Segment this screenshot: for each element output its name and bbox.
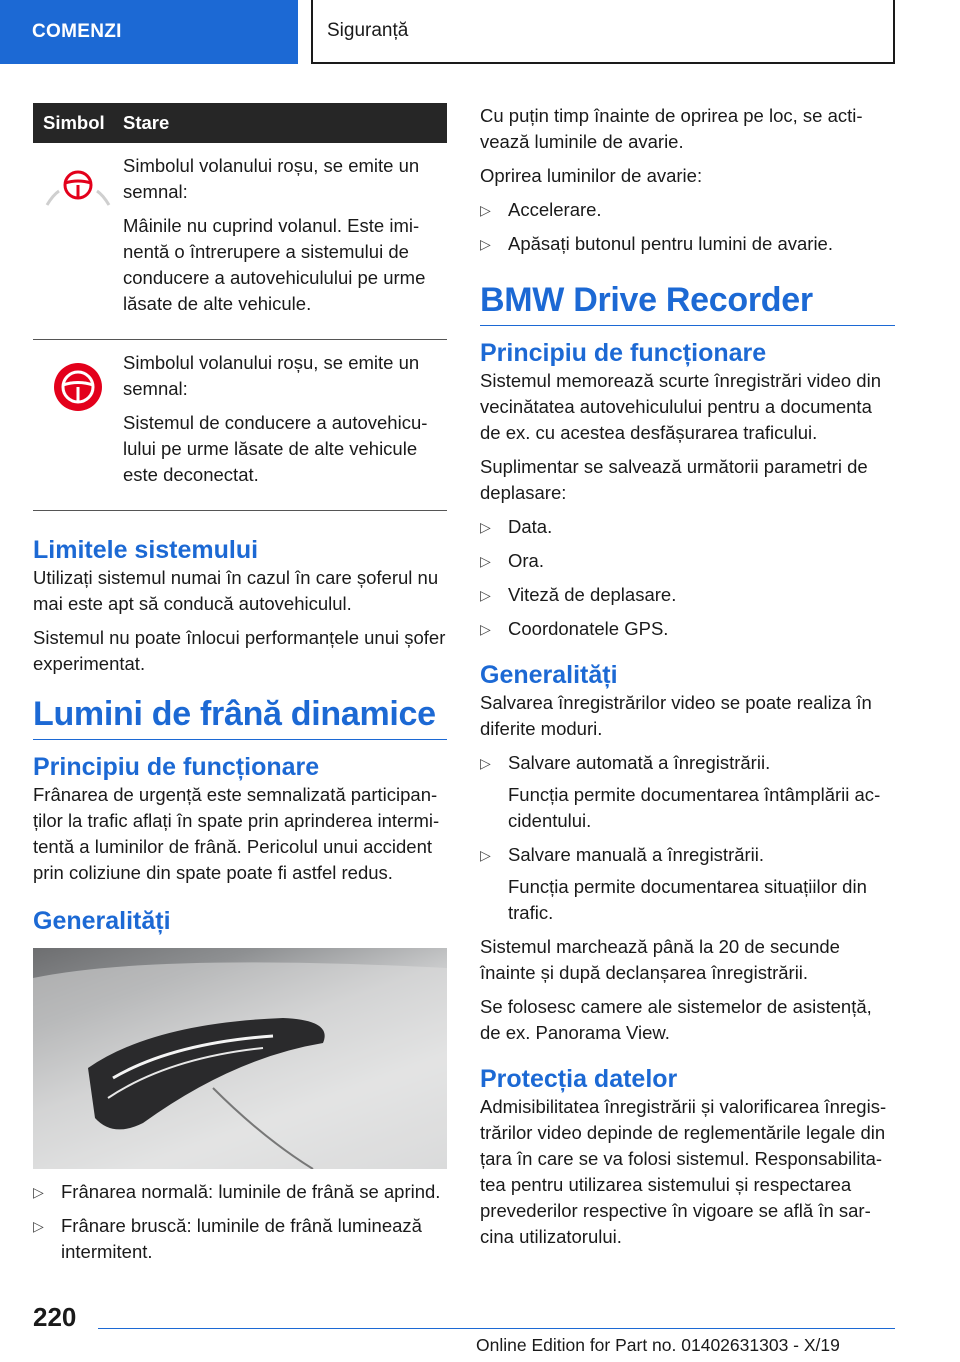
- brake-principle-heading: Principiu de funcționare: [33, 753, 320, 781]
- section-tab: COMENZI: [0, 0, 298, 64]
- list-item: ▷ Accelerare.: [480, 197, 895, 223]
- mode-description: Funcția permite documentarea întâmplării accidentului.: [508, 784, 881, 831]
- symbol-cell: [33, 340, 123, 511]
- state-line: Sistemul de conducere a autovehiculului pe urme lăsate de alte vehicule este deconectat.: [123, 412, 428, 485]
- edition-footer: Online Edition for Part no. 01402631303 - X/19: [476, 1335, 840, 1355]
- mode-description: Funcția permite documentarea situațiilor din trafic.: [508, 876, 867, 923]
- brake-bullet-list: [33, 1179, 447, 1265]
- symbol-table: [33, 103, 447, 511]
- list-item: ▷ Frânarea normală: luminile de frână se aprind.: [33, 1179, 447, 1205]
- symbol-column-header: Simbol: [33, 103, 123, 143]
- page-number: 220: [33, 1302, 77, 1332]
- recorder-paragraph: Suplimentar se salvează următorii parametri de deplasare:: [480, 456, 868, 503]
- recorder-paragraph: Sistemul marchează până la 20 de secunde înainte și după declanșarea înregistrării.: [480, 936, 840, 983]
- hazard-bullet-list: [480, 197, 895, 257]
- drive-recorder-heading: BMW Drive Recorder: [480, 287, 895, 326]
- state-line: Simbolul volanului roșu, se emite un semnal:: [123, 155, 420, 202]
- list-item: [480, 750, 895, 834]
- list-item: ▷ Ora.: [480, 548, 895, 574]
- mode-label: Salvare automată a înregistrării.: [508, 752, 771, 773]
- list-item: ▷ Frânare bruscă: luminile de frână luminează intermitent.: [33, 1213, 447, 1265]
- recorder-principle-heading: Principiu de funcționare: [480, 339, 767, 367]
- right-column: [480, 103, 895, 1258]
- hazard-off-paragraph: Oprirea luminilor de avarie:: [480, 165, 703, 186]
- list-item: ▷ Coordonatele GPS.: [480, 616, 895, 642]
- state-cell: [123, 340, 447, 511]
- brake-principle-paragraph: Frânarea de urgență este semnalizată participanților la trafic aflați în spate prin aprinderea intermitentă a luminilor de frână. Pericolul unui accident prin coliziune din spate poate fi astfel redus.: [33, 784, 440, 883]
- privacy-paragraph: Admisibilitatea înregistrării și valorificarea înregistrărilor video depinde de reglementările legale din țara în care se va folosi sistemul. Responsabilitatea pentru utilizarea sistemului și respectarea prevederilor respective în vigoare se află în sarcina utilizatorului.: [480, 1096, 887, 1247]
- recorder-paragraph: Se folosesc camere ale sistemelor de asistență, de ex. Panorama View.: [480, 996, 872, 1043]
- hazard-paragraph: Cu puțin timp înainte de oprirea pe loc, se activează luminile de avarie.: [480, 105, 863, 152]
- params-list: [480, 514, 895, 642]
- recorder-general-heading: Generalități: [480, 661, 618, 689]
- brake-lights-heading: Lumini de frână dinamice: [33, 701, 447, 740]
- privacy-heading: Protecția datelor: [480, 1065, 678, 1093]
- symbol-cell: [33, 143, 123, 340]
- state-column-header: Stare: [123, 103, 447, 143]
- list-item: ▷ Apăsați butonul pentru lumini de avarie.: [480, 231, 895, 257]
- state-line: Simbolul volanului roșu, se emite un semnal:: [123, 352, 420, 399]
- symbol-table-header: [33, 103, 447, 143]
- state-line: Mâinile nu cuprind volanul. Este iminentă o întrerupere a sistemului de conducere a autovehiculului pe urme lăsate de alte vehicule.: [123, 215, 426, 314]
- steering-wheel-outline-icon: [45, 165, 111, 211]
- state-cell: [123, 143, 447, 340]
- list-item: [480, 842, 895, 926]
- modes-list: [480, 750, 895, 926]
- recorder-paragraph: Sistemul memorează scurte înregistrări video din vecinătatea autovehiculului pentru a documenta de ex. cu acestea desfășurarea traficului.: [480, 370, 881, 443]
- table-row: [33, 143, 447, 340]
- table-row: [33, 340, 447, 511]
- chapter-label: Siguranță: [327, 20, 409, 41]
- mode-label: Salvare manuală a înregistrării.: [508, 844, 765, 865]
- limits-heading: Limitele sistemului: [33, 536, 259, 564]
- chapter-title: [311, 0, 895, 64]
- car-rear-illustration: [33, 948, 447, 1169]
- limits-paragraph: Utilizați sistemul numai în cazul în care șoferul nu mai este apt să conducă autovehiculul.: [33, 567, 439, 614]
- footer-divider: [98, 1328, 895, 1329]
- left-column: [33, 103, 447, 1273]
- limits-paragraph: Sistemul nu poate înlocui performanțele unui șofer experimentat.: [33, 627, 446, 674]
- recorder-paragraph: Salvarea înregistrărilor video se poate realiza în diferite moduri.: [480, 692, 872, 739]
- brake-general-heading: Generalități: [33, 907, 171, 935]
- steering-wheel-red-icon: [53, 362, 103, 412]
- list-item: ▷ Viteză de deplasare.: [480, 582, 895, 608]
- tail-light-image: [33, 948, 447, 1169]
- list-item: ▷ Data.: [480, 514, 895, 540]
